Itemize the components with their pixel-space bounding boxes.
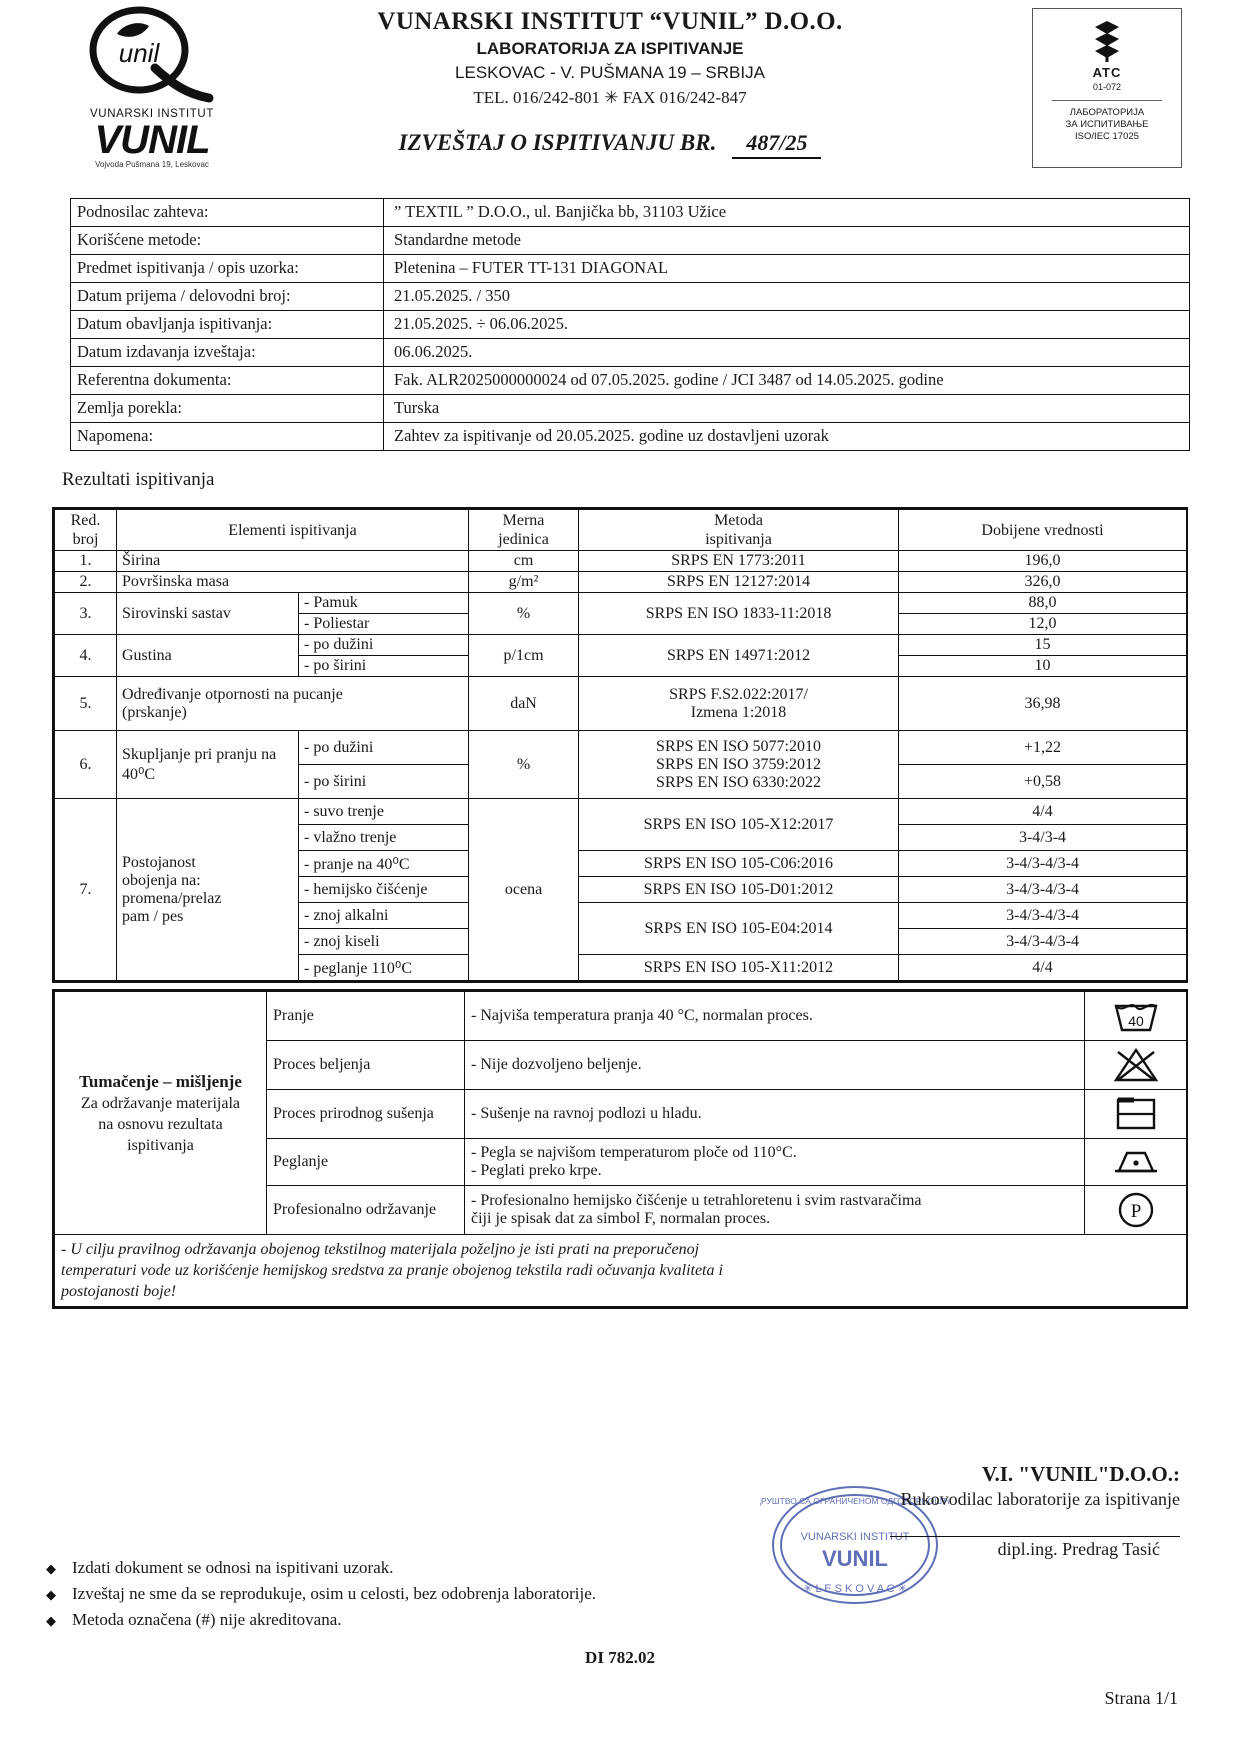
row-no-3: 3.: [55, 593, 117, 635]
row-element-1: Širina: [117, 551, 469, 572]
logo-address: Vojvoda Pušmana 19, Leskovac: [95, 160, 209, 169]
row-method-7c: SRPS EN ISO 105-D01:2012: [579, 877, 899, 903]
table-row: [71, 283, 1190, 311]
care-label-bleach: Proces beljenja: [267, 1041, 465, 1090]
table-row: [71, 227, 1190, 255]
page-number: Strana 1/1: [1104, 1688, 1178, 1708]
care-label-wash: Pranje: [267, 992, 465, 1041]
table-row: [55, 572, 1187, 593]
vunil-q-logo-icon: [77, 6, 227, 106]
row-value-1: 196,0: [899, 551, 1187, 572]
row-method-6-l3: SRPS EN ISO 6330:2022: [656, 773, 821, 791]
document-code: DI 782.02: [585, 1648, 655, 1667]
care-desc-prof-l2: čiji je spisak dat za simbol F, normalan proces.: [471, 1210, 771, 1227]
svg-text:P: P: [1130, 1201, 1141, 1222]
institute-address: LESKOVAC - V. PUŠMANA 19 – SRBIJA: [455, 63, 765, 82]
care-label-professional: Profesionalno održavanje: [267, 1186, 465, 1235]
accreditation-stamp: [1032, 8, 1182, 168]
results-section-title: Rezultati ispitivanja: [62, 469, 215, 490]
info-label-6: Referentna dokumenta:: [71, 367, 384, 395]
header-metoda-l1: Metoda: [714, 512, 763, 529]
row-sub-7g: - peglanje 110⁰C: [299, 955, 469, 981]
table-row: [71, 199, 1190, 227]
row-element-5-l2: (prskanje): [122, 703, 187, 721]
row-sub-7f: - znoj kiseli: [299, 929, 469, 955]
row-element-5-l1: Određivanje otpornosti na pucanje: [122, 685, 343, 703]
sample-info-table: [70, 198, 1190, 451]
row-unit-5: daN: [469, 677, 579, 731]
svg-text:VUNIL: VUNIL: [822, 1546, 888, 1571]
care-opinion-title-text: Tumačenje – mišljenje: [79, 1071, 242, 1091]
info-label-2: Predmet ispitivanja / opis uzorka:: [71, 255, 384, 283]
row-method-7a: SRPS EN ISO 105-X12:2017: [579, 799, 899, 851]
wash-40-icon: [1085, 992, 1187, 1041]
table-row: [55, 799, 1187, 825]
care-desc-iron-l2: - Peglati preko krpe.: [471, 1162, 602, 1179]
header-metoda: [579, 510, 899, 551]
report-title-label: IZVEŠTAJ O ISPITIVANJU BR.: [398, 130, 717, 155]
info-label-5: Datum izdavanja izveštaja:: [71, 339, 384, 367]
table-row: [55, 635, 1187, 656]
row-method-2: SRPS EN 12127:2014: [579, 572, 899, 593]
row-value-3a: 88,0: [899, 593, 1187, 614]
iron-one-dot-icon: [1085, 1139, 1187, 1186]
care-desc-wash: - Najviša temperatura pranja 40 °C, normalan proces.: [465, 992, 1085, 1041]
list-item: [46, 1584, 746, 1604]
row-element-2: Površinska masa: [117, 572, 469, 593]
table-row: [55, 551, 1187, 572]
diamond-bullet-icon: ◆: [46, 1587, 56, 1602]
row-sub-7b: - vlažno trenje: [299, 825, 469, 851]
care-opinion-l2: na osnovu rezultata: [98, 1115, 223, 1133]
report-title-row: [250, 130, 970, 159]
row-sub-6b: - po širini: [299, 765, 469, 799]
row-method-5-l1: SRPS F.S2.022:2017/: [669, 685, 808, 703]
info-value-1: Standardne metode: [384, 227, 1190, 255]
dryclean-p-icon: [1085, 1186, 1187, 1235]
company-logo: [52, 6, 252, 176]
table-row: [71, 367, 1190, 395]
svg-text:✳ L E S K O V A C ✳: ✳ L E S K O V A C ✳: [803, 1583, 907, 1595]
list-item: [46, 1558, 746, 1578]
row-unit-7: ocena: [469, 799, 579, 981]
footnote-text-0: Izdati dokument se odnosi na ispitivani uzorak.: [72, 1558, 394, 1577]
care-instructions-wrapper: [52, 989, 1188, 1309]
info-label-3: Datum prijema / delovodni broj:: [71, 283, 384, 311]
care-opinion-title: [61, 1071, 260, 1093]
row-element-6-l2: 40⁰C: [122, 765, 156, 783]
diamond-bullet-icon: ◆: [46, 1561, 56, 1576]
row-sub-7e: - znoj alkalni: [299, 903, 469, 929]
row-element-3: Sirovinski sastav: [117, 593, 299, 635]
row-value-3b: 12,0: [899, 614, 1187, 635]
row-method-7b: SRPS EN ISO 105-C06:2016: [579, 851, 899, 877]
row-unit-2: g/m²: [469, 572, 579, 593]
row-no-5: 5.: [55, 677, 117, 731]
row-no-6: 6.: [55, 731, 117, 799]
atc-line-3: ISO/IEC 17025: [1075, 131, 1139, 142]
signature-name: dipl.ing. Predrag Tasić: [997, 1539, 1160, 1559]
info-label-0: Podnosilac zahteva:: [71, 199, 384, 227]
signature-line: [890, 1536, 1180, 1537]
row-method-4: SRPS EN 14971:2012: [579, 635, 899, 677]
row-sub-3a: - Pamuk: [299, 593, 469, 614]
atc-line-1: ЛАБОРАТОРИЈА: [1069, 107, 1145, 118]
row-value-5: 36,98: [899, 677, 1187, 731]
care-label-dry: Proces prirodnog sušenja: [267, 1090, 465, 1139]
row-value-7c: 3-4/3-4/3-4: [899, 851, 1187, 877]
atc-mark-icon: [1033, 17, 1181, 63]
svg-text:VUNARSKI INSTITUT: VUNARSKI INSTITUT: [800, 1531, 910, 1543]
row-method-5: [579, 677, 899, 731]
row-value-2: 326,0: [899, 572, 1187, 593]
care-opinion-l3: ispitivanja: [127, 1136, 194, 1154]
header-merna-jedinica: [469, 510, 579, 551]
atc-line-2: ЗА ИСПИТИВАЊЕ: [1065, 119, 1149, 130]
care-note-l2: temperaturi vode uz korišćenje hemijskog sredstva za pranje obojenog tekstila radi očuvanja kvaliteta i: [61, 1262, 723, 1279]
row-unit-4: p/1cm: [469, 635, 579, 677]
row-element-6: [117, 731, 299, 799]
care-general-note: [55, 1235, 1187, 1307]
row-sub-4b: - po širini: [299, 656, 469, 677]
institute-phone: TEL. 016/242-801 ✳ FAX 016/242-847: [473, 88, 747, 107]
header-vrednosti: Dobijene vrednosti: [899, 510, 1187, 551]
care-desc-iron-l1: - Pegla se najvišom temperaturom ploče od 110°C.: [471, 1144, 797, 1161]
row-value-7g: 4/4: [899, 955, 1187, 981]
care-desc-prof-l1: - Profesionalno hemijsko čišćenje u tetrahloretenu i svim rastvaračima: [471, 1192, 922, 1209]
list-item: [46, 1610, 746, 1630]
care-note-l3: postojanosti boje!: [61, 1283, 177, 1300]
svg-text:unil: unil: [118, 38, 160, 68]
row-method-1: SRPS EN 1773:2011: [579, 551, 899, 572]
row-value-6b: +0,58: [899, 765, 1187, 799]
row-method-6-l1: SRPS EN ISO 5077:2010: [656, 737, 821, 755]
care-desc-iron: [465, 1139, 1085, 1186]
info-label-4: Datum obavljanja ispitivanja:: [71, 311, 384, 339]
header-red-broj-l2: broj: [72, 531, 99, 548]
row-element-7-l4: pam / pes: [122, 907, 184, 925]
row-element-6-l1: Skupljanje pri pranju na: [122, 745, 277, 763]
atc-code: 01-072: [1092, 82, 1122, 92]
table-row: [55, 1235, 1187, 1307]
header-metoda-l2: ispitivanja: [705, 531, 772, 548]
header-elementi: Elementi ispitivanja: [117, 510, 469, 551]
row-method-6: [579, 731, 899, 799]
row-sub-7a: - suvo trenje: [299, 799, 469, 825]
care-opinion-label: [55, 992, 267, 1235]
row-value-7d: 3-4/3-4/3-4: [899, 877, 1187, 903]
logo-wordmark: VUNIL: [94, 118, 210, 162]
row-value-7f: 3-4/3-4/3-4: [899, 929, 1187, 955]
row-method-7e: SRPS EN ISO 105-X11:2012: [579, 955, 899, 981]
table-row: [55, 593, 1187, 614]
table-row: [71, 339, 1190, 367]
info-value-5: 06.06.2025.: [384, 339, 1190, 367]
care-instructions-table: [54, 991, 1187, 1307]
header-merna-l2: jedinica: [498, 531, 549, 548]
row-unit-3: %: [469, 593, 579, 635]
row-element-5: [117, 677, 469, 731]
info-label-8: Napomena:: [71, 423, 384, 451]
row-sub-3b: - Poliestar: [299, 614, 469, 635]
header-red-broj: [55, 510, 117, 551]
signature-block: [710, 1462, 1180, 1560]
row-element-7-l3: promena/prelaz: [122, 889, 222, 907]
row-unit-6: %: [469, 731, 579, 799]
table-row: [71, 423, 1190, 451]
row-sub-7d: - hemijsko čišćenje: [299, 877, 469, 903]
table-row: [55, 992, 1187, 1041]
info-value-2: Pletenina – FUTER TT-131 DIAGONAL: [384, 255, 1190, 283]
care-desc-dry: - Sušenje na ravnoj podlozi u hladu.: [465, 1090, 1085, 1139]
document-header: [0, 0, 1240, 190]
report-number: 487/25: [732, 130, 821, 159]
row-sub-6a: - po dužini: [299, 731, 469, 765]
signature-role: Rukovodilac laboratorije za ispitivanje: [900, 1489, 1180, 1509]
row-no-7: 7.: [55, 799, 117, 981]
info-value-3: 21.05.2025. / 350: [384, 283, 1190, 311]
row-element-7-l1: Postojanost: [122, 853, 196, 871]
info-value-7: Turska: [384, 395, 1190, 423]
header-merna-l1: Merna: [502, 512, 545, 529]
row-method-5-l2: Izmena 1:2018: [690, 703, 787, 721]
row-unit-1: cm: [469, 551, 579, 572]
footnotes: [46, 1558, 746, 1636]
table-row: [55, 731, 1187, 765]
row-method-6-l2: SRPS EN ISO 3759:2012: [656, 755, 821, 773]
results-table-wrapper: [52, 507, 1188, 983]
info-value-8: Zahtev za ispitivanje od 20.05.2025. godine uz dostavljeni uzorak: [384, 423, 1190, 451]
svg-text:ДРУШТВО СА ОГРАНИЧЕНОМ ОДГОВОР: ДРУШТВО СА ОГРАНИЧЕНОМ ОДГОВОРНОШЋУ: [760, 1496, 950, 1506]
dry-flat-shade-icon: [1085, 1090, 1187, 1139]
row-method-7d: SRPS EN ISO 105-E04:2014: [579, 903, 899, 955]
row-value-7a: 4/4: [899, 799, 1187, 825]
table-row: [71, 255, 1190, 283]
row-value-4a: 15: [899, 635, 1187, 656]
row-element-4: Gustina: [117, 635, 299, 677]
info-value-4: 21.05.2025. ÷ 06.06.2025.: [384, 311, 1190, 339]
row-value-7e: 3-4/3-4/3-4: [899, 903, 1187, 929]
info-value-0: ” TEXTIL ” D.O.O., ul. Banjička bb, 31103 Užice: [384, 199, 1190, 227]
row-sub-7c: - pranje na 40⁰C: [299, 851, 469, 877]
care-label-iron: Peglanje: [267, 1139, 465, 1186]
row-method-3: SRPS EN ISO 1833-11:2018: [579, 593, 899, 635]
diamond-bullet-icon: ◆: [46, 1613, 56, 1628]
info-label-7: Zemlja porekla:: [71, 395, 384, 423]
row-element-7: [117, 799, 299, 981]
care-desc-bleach: - Nije dozvoljeno beljenje.: [465, 1041, 1085, 1090]
table-row: [71, 395, 1190, 423]
row-value-6a: +1,22: [899, 731, 1187, 765]
laboratory-name: LABORATORIJA ZA ISPITIVANJE: [476, 39, 744, 58]
logo-subtitle: VUNARSKI INSTITUT: [90, 108, 214, 120]
row-no-1: 1.: [55, 551, 117, 572]
table-row: [55, 677, 1187, 731]
row-value-7b: 3-4/3-4: [899, 825, 1187, 851]
info-label-1: Korišćene metode:: [71, 227, 384, 255]
care-desc-professional: [465, 1186, 1085, 1235]
signature-company: V.I. "VUNIL"D.O.O.:: [982, 1462, 1180, 1486]
row-no-4: 4.: [55, 635, 117, 677]
row-value-4b: 10: [899, 656, 1187, 677]
row-sub-4a: - po dužini: [299, 635, 469, 656]
footnote-text-1: Izveštaj ne sme da se reprodukuje, osim u celosti, bez odobrenja laboratorije.: [72, 1584, 596, 1603]
row-element-7-l2: obojenja na:: [122, 871, 201, 889]
header-red-broj-l1: Red.: [70, 512, 101, 529]
info-value-6: Fak. ALR2025000000024 od 07.05.2025. godine / JCI 3487 od 14.05.2025. godine: [384, 367, 1190, 395]
atc-name: ATC: [1092, 65, 1122, 80]
atc-divider: [1052, 100, 1162, 101]
table-row: [71, 311, 1190, 339]
header-titles: [250, 8, 970, 159]
institute-name: VUNARSKI INSTITUT “VUNIL” D.O.O.: [377, 8, 843, 35]
row-no-2: 2.: [55, 572, 117, 593]
footnote-text-2: Metoda označena (#) nije akreditovana.: [72, 1610, 342, 1629]
svg-text:40: 40: [1127, 1013, 1144, 1029]
results-table: [54, 509, 1187, 981]
no-bleach-icon: [1085, 1041, 1187, 1090]
care-note-l1: - U cilju pravilnog održavanja obojenog tekstilnog materijala poželjno je isti prati na preporučenoj: [61, 1241, 700, 1258]
care-opinion-l1: Za održavanje materijala: [80, 1094, 240, 1112]
